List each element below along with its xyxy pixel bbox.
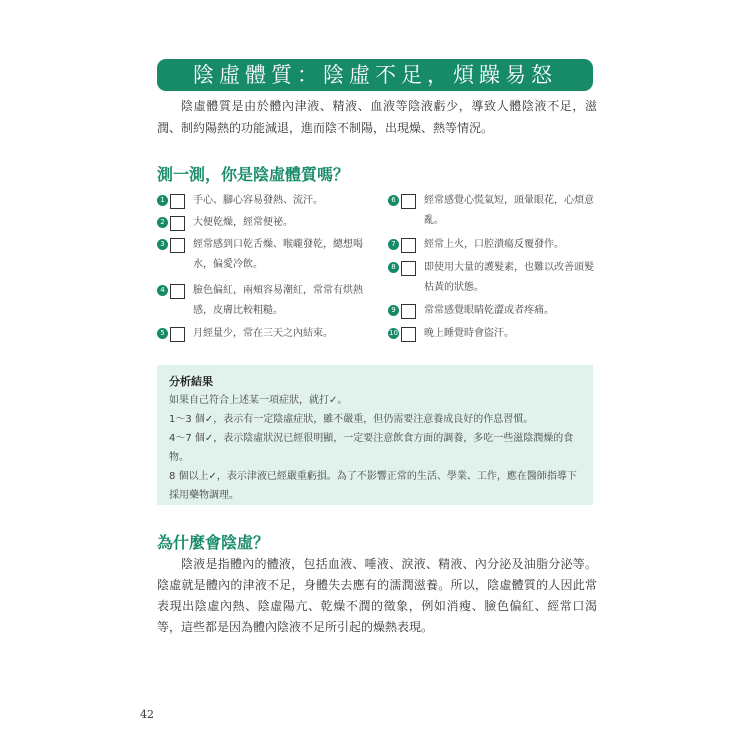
checkbox[interactable] [170, 284, 185, 299]
item-number-badge: 10 [389, 329, 398, 337]
item-number-badge: 7 [388, 239, 399, 250]
checklist-item [388, 324, 594, 344]
checklist-item-text: 經常感到口乾舌燥、喉嚨發乾，總想喝水，偏愛冷飲。 [193, 239, 363, 270]
intro-paragraph: 陰虛體質是由於體內津液、精液、血液等陰液虧少，導致人體陰液不足，滋潤、制約陽熱的功能減退，進而陰不制陽，出現燥、熱等情況。 [157, 99, 597, 135]
analysis-line: 4～7 個✓，表示陰虛狀況已經很明顯，一定要注意飲食方面的調養，多吃一些滋陰潤燥的食物。 [169, 433, 574, 463]
why-paragraph: 陰液是指體內的體液，包括血液、唾液、淚液、精液、內分泌及油脂分泌等。陰虛就是體內的津液不足，身體失去應有的濡潤滋養。所以，陰虛體質的人因此常表現出陰虛內熱、陰虛陽亢、乾燥不潤的徵象，例如消瘦、臉色偏紅、經常口渴等，這些都是因為體內陰液不足所引起的燥熱表現。 [157, 557, 597, 634]
checklist-item [388, 235, 594, 255]
checklist-item-text: 即使用大量的護髮素，也難以改善頭髮枯黃的狀態。 [424, 262, 594, 293]
checkbox[interactable] [170, 327, 185, 342]
checklist-item [157, 324, 363, 344]
checklist-item [388, 191, 594, 231]
checkbox[interactable] [170, 238, 185, 253]
checklist-item [157, 191, 363, 211]
analysis-line: 8 個以上✓，表示津液已經嚴重虧損。為了不影響正常的生活、學業、工作，應在醫師指導下採用藥物調理。 [169, 471, 577, 501]
checklist-item [157, 235, 363, 275]
why-heading: 為什麼會陰虛？ [157, 533, 270, 552]
checklist-item-text: 月經量少，常在三天之內結束。 [193, 328, 333, 339]
analysis-line: 1～3 個✓，表示有一定陰虛症狀，雖不嚴重，但仍需要注意養成良好的作息習慣。 [169, 414, 534, 425]
checklist-item-text: 大便乾燥，經常便祕。 [193, 217, 293, 228]
item-number-badge: 3 [157, 239, 168, 250]
analysis-title: 分析結果 [169, 375, 213, 388]
checkbox[interactable] [401, 238, 416, 253]
checklist-item [388, 301, 594, 321]
checklist-item-text: 臉色偏紅，兩頰容易潮紅，常常有烘熱感，皮膚比較粗糙。 [193, 285, 363, 316]
checklist-item-text: 常常感覺眼睛乾澀或者疼痛。 [424, 305, 554, 316]
item-number-badge: 8 [388, 262, 399, 273]
analysis-box [157, 365, 593, 505]
quiz-heading: 測一測，你是陰虛體質嗎？ [157, 165, 350, 184]
checkbox[interactable] [401, 261, 416, 276]
page-number: 42 [140, 708, 154, 721]
checkbox[interactable] [170, 194, 185, 209]
item-number-badge: 2 [157, 217, 168, 228]
checklist-item [157, 213, 363, 233]
checkbox[interactable] [170, 216, 185, 231]
checklist-item-text: 手心、腳心容易發熱、流汗。 [193, 195, 323, 206]
checkbox[interactable] [401, 304, 416, 319]
item-number-badge: 5 [157, 328, 168, 339]
item-number-badge: 9 [388, 305, 399, 316]
checkbox[interactable] [401, 327, 416, 342]
checklist-item-text: 經常感覺心慌氣短，頭暈眼花，心煩意亂。 [424, 195, 594, 226]
analysis-line: 如果自己符合上述某一項症狀，就打✓。 [169, 395, 348, 406]
item-number-badge: 4 [157, 285, 168, 296]
checklist-item-text: 經常上火，口腔潰瘍反覆發作。 [424, 239, 564, 250]
item-number-badge: 1 [157, 195, 168, 206]
item-number-badge: 6 [388, 195, 399, 206]
page-title-banner: 陰虛體質：陰虛不足，煩躁易怒 [157, 59, 593, 91]
checklist-item [157, 281, 363, 321]
checkbox[interactable] [401, 194, 416, 209]
checklist-item [388, 258, 594, 298]
checklist-item-text: 晚上睡覺時會盜汗。 [424, 328, 514, 339]
